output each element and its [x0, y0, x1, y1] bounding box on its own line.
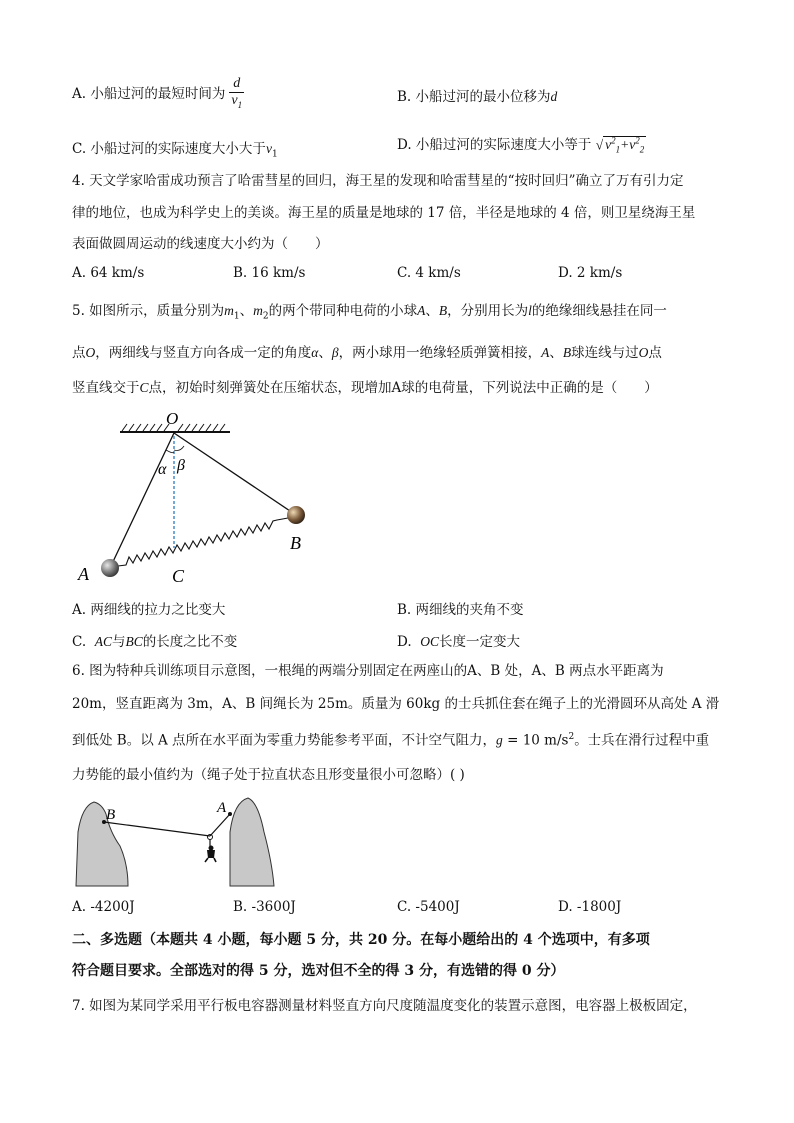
fig-label-b: B [290, 533, 301, 553]
q6-option-c: C. -5400J [397, 899, 460, 915]
q5-text: 球连线与过 [571, 345, 639, 361]
q4-line-1: 4. 天文学家哈雷成功预言了哈雷彗星的回归，海王星的发现和哈雷彗星的“按时回归”确立了万有引力定 [72, 173, 684, 189]
q4-option-a: A. 64 km/s [72, 265, 145, 281]
left-mountain [76, 802, 128, 886]
q5-option-c-ac: AC [94, 634, 112, 649]
q3-option-c-var: v [265, 141, 272, 156]
q6-mountains-rope-figure [72, 792, 278, 888]
q5-text: 点 [648, 345, 662, 361]
q6-line-2: 20m，竖直距离为 3m，A、B 间绳长为 25m。质量为 60kg 的士兵抓住套在绳子上的光滑圆环从高处 A 滑 [72, 696, 720, 712]
q5-var-l: l [528, 303, 532, 318]
fraction-den-var: v [231, 93, 238, 108]
q6-option-b: B. -3600J [233, 899, 296, 915]
q5-var-a: A [541, 345, 550, 360]
alpha-arc [166, 450, 174, 453]
q5-var-b: B [438, 303, 448, 318]
q5-line-1 [72, 301, 667, 327]
q5-option-d [397, 630, 520, 650]
q5-var-b: B [562, 345, 572, 360]
q5-var-a: A [417, 303, 426, 318]
soldier-icon [205, 839, 216, 862]
q5-option-c [72, 630, 237, 650]
q5-option-d-label: D. [397, 634, 412, 650]
q5-var-c: C [139, 380, 149, 395]
sqrt-v2-sup: 2 [635, 135, 640, 146]
q6-var-g: g [496, 732, 503, 748]
sqrt-v1: v [605, 137, 612, 153]
q6-text: 到低处 B。以 A 点所在水平面为零重力势能参考平面，不计空气阻力， [72, 732, 497, 749]
q5-text: 点 [72, 345, 86, 361]
q5-text: 的绝缘细线悬挂在同一 [531, 303, 667, 319]
q6-line-1: 6. 图为特种兵训练项目示意图，一根绳的两端分别固定在两座山的A、B 处，A、B 两点水平距离为 [72, 663, 664, 679]
q3-option-a [72, 76, 244, 113]
fraction-numerator: d [229, 76, 244, 93]
q5-option-c-mid: 与 [112, 634, 126, 650]
q5-m2: m [253, 303, 263, 318]
string-oa [110, 433, 174, 568]
q4-line-3: 表面做圆周运动的线速度大小约为（ ） [72, 236, 329, 252]
q5-m1-sub: 1 [233, 311, 240, 322]
section-2-heading-line-1: 二、多选题（本题共 4 小题，每小题 5 分，共 20 分。在每小题给出的 4 个选项中，有多项 [72, 932, 650, 948]
sqrt-expression: √ $v^2_1+v^2_2$ [595, 135, 645, 156]
fig-label-o: O [166, 409, 179, 428]
q3-option-a-text: A. 小船过河的最短时间为 [72, 85, 226, 102]
q5-var-o: O [638, 345, 649, 360]
q3-option-b-text: B. 小船过河的最小位移为 [397, 89, 551, 105]
string-ob [174, 433, 296, 515]
q5-text: 竖直线交于 [72, 380, 140, 396]
point-a [228, 812, 232, 816]
q7-line-1: 7. 如图为某同学采用平行板电容器测量材料竖直方向尺度随温度变化的装置示意图，电容器上极板固定， [72, 998, 697, 1014]
q5-m2-sub: 2 [262, 311, 269, 322]
q6-option-a: A. -4200J [72, 899, 135, 915]
sqrt-v2: v [629, 137, 636, 153]
q5-text: 5. 如图所示，质量分别为 [72, 303, 225, 319]
sqrt-v1-sub: 1 [615, 145, 621, 156]
q4-option-d: D. 2 km/s [558, 265, 623, 281]
q5-option-d-text: 长度一定变大 [439, 634, 520, 650]
q3-option-b [397, 85, 557, 105]
q5-option-c-text: 的长度之比不变 [142, 634, 238, 650]
q4-line-2: 律的地位，也成为科学史上的美谈。海王星的质量是地球的 17 倍，半径是地球的 4 倍，则卫星绕海王星 [72, 205, 696, 221]
q3-option-c-sub: 1 [271, 149, 278, 160]
fraction-den-sub: 1 [237, 99, 243, 110]
q5-sep: 、 [549, 345, 563, 361]
section-2-heading-line-2: 符合题目要求。全部选对的得 5 分，选对但不全的得 3 分，有选错的得 0 分） [72, 963, 565, 979]
q5-text: 的两个带同种电荷的小球 [268, 303, 418, 319]
q3-option-c [72, 137, 278, 160]
q5-option-c-label: C. [72, 634, 87, 650]
sqrt-v1-sup: 2 [611, 135, 616, 146]
q5-var-o: O [85, 345, 96, 360]
q5-text: ，两小球用一绝缘轻质弹簧相接， [338, 345, 542, 361]
q5-pendulum-spring-figure [70, 406, 310, 592]
q5-option-d-oc: OC [420, 634, 439, 649]
q6-text: 。士兵在滑行过程中重 [574, 732, 710, 749]
q3-option-c-text: C. 小船过河的实际速度大小大于 [72, 141, 266, 157]
q5-var-beta: β [331, 345, 339, 360]
q3-option-a-fraction [229, 76, 244, 113]
fig-label-alpha: α [158, 461, 167, 478]
q5-var-alpha: α [311, 345, 319, 360]
fig-label-beta: β [177, 457, 185, 474]
fraction-denominator [229, 93, 244, 113]
rope-b-side [104, 822, 210, 836]
fig-label-a: A [217, 800, 227, 816]
q5-line-3 [72, 378, 658, 398]
q6-option-d: D. -1800J [558, 899, 622, 915]
q6-line-3 [72, 727, 709, 751]
q6-eq: = 10 m/s [502, 732, 569, 749]
right-mountain [230, 798, 274, 886]
q5-text: 点，初始时刻弹簧处在压缩状态，现增加A球的电荷量，下列说法中正确的是（ ） [148, 380, 658, 396]
q5-text: ，分别用长为 [447, 303, 529, 319]
q3-option-d-text: D. 小船过河的实际速度大小等于 [397, 137, 592, 153]
q5-text: ，两细线与竖直方向各成一定的角度 [95, 345, 312, 361]
sqrt-v2-sub: 2 [639, 145, 645, 156]
q5-sep: 、 [318, 345, 332, 361]
q3-option-d [397, 133, 646, 155]
q5-line-2 [72, 343, 662, 363]
ball-b [287, 506, 305, 524]
spring [118, 518, 288, 566]
fig-label-b: B [106, 807, 116, 823]
q5-sep: 、 [239, 303, 254, 319]
q4-option-c: C. 4 km/s [397, 265, 461, 281]
q5-option-b: B. 两细线的夹角不变 [397, 602, 524, 618]
beta-arc [174, 446, 184, 451]
q4-option-b: B. 16 km/s [233, 265, 306, 281]
fig-label-c: C [172, 566, 185, 586]
ball-a [101, 559, 119, 577]
q6-line-4: 力势能的最小值约为（绳子处于拉直状态且形变量很小可忽略）( ) [72, 767, 465, 783]
q5-option-c-bc: BC [125, 634, 143, 649]
fig-label-a: A [78, 564, 89, 584]
sqrt-plus: + [620, 137, 630, 153]
rope-a-side [210, 814, 230, 836]
q3-option-b-var: d [550, 89, 558, 104]
q5-sep: 、 [425, 303, 439, 319]
q5-m1: m [224, 303, 234, 318]
q6-eq-sup: 2 [568, 732, 575, 742]
q5-option-a: A. 两细线的拉力之比变大 [72, 602, 226, 618]
